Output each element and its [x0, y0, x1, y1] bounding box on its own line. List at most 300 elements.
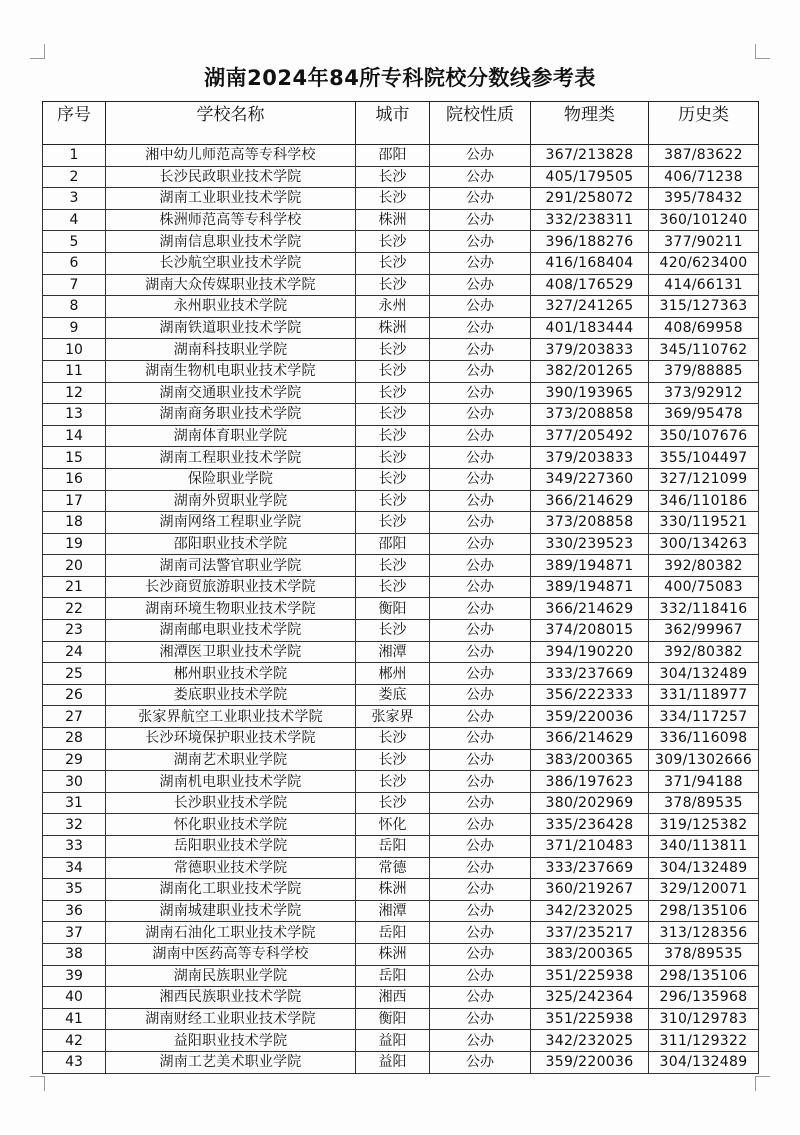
cell-school-type: 公办	[430, 857, 531, 879]
table-row	[43, 339, 759, 361]
cell-history-score: 362/99967	[649, 620, 759, 642]
cell-history-score: 304/132489	[649, 857, 759, 879]
cell-school-name: 长沙环境保护职业技术学院	[106, 728, 356, 750]
cell-school-name: 湖南生物机电职业技术学院	[106, 360, 356, 382]
cell-number: 30	[43, 771, 106, 793]
cell-school-type: 公办	[430, 274, 531, 296]
header-physics-label: 物理类	[564, 105, 615, 125]
page-title: 湖南2024年84所专科院校分数线参考表	[204, 66, 596, 90]
cell-city: 株洲	[356, 943, 430, 965]
cell-physics-score: 371/210483	[531, 836, 649, 858]
cell-physics-score: 408/176529	[531, 274, 649, 296]
cell-school-type: 公办	[430, 447, 531, 469]
table-row	[43, 252, 759, 274]
cell-school-name: 湖南艺术职业学院	[106, 749, 356, 771]
cell-city: 岳阳	[356, 836, 430, 858]
cell-number: 18	[43, 512, 106, 534]
cell-number: 29	[43, 749, 106, 771]
cell-school-name: 邵阳职业技术学院	[106, 533, 356, 555]
cell-number: 25	[43, 663, 106, 685]
cell-number: 35	[43, 879, 106, 901]
cell-number: 11	[43, 360, 106, 382]
cell-school-name: 湖南石油化工职业技术学院	[106, 922, 356, 944]
table-row	[43, 771, 759, 793]
cell-number: 5	[43, 231, 106, 253]
cell-history-score: 369/95478	[649, 404, 759, 426]
cell-number: 28	[43, 728, 106, 750]
cell-school-name: 湖南化工职业技术学院	[106, 879, 356, 901]
table-row	[43, 317, 759, 339]
cell-number: 34	[43, 857, 106, 879]
table-row	[43, 404, 759, 426]
cell-city: 长沙	[356, 555, 430, 577]
cell-school-name: 湖南商务职业技术学院	[106, 404, 356, 426]
cell-school-type: 公办	[430, 620, 531, 642]
cell-school-name: 湖南网络工程职业学院	[106, 512, 356, 534]
cell-physics-score: 379/203833	[531, 339, 649, 361]
table-row	[43, 512, 759, 534]
cell-history-score: 392/80382	[649, 641, 759, 663]
cell-city: 长沙	[356, 468, 430, 490]
cell-history-score: 300/134263	[649, 533, 759, 555]
cell-school-type: 公办	[430, 598, 531, 620]
cell-history-score: 304/132489	[649, 663, 759, 685]
table-row	[43, 425, 759, 447]
table-row	[43, 663, 759, 685]
cell-history-score: 319/125382	[649, 814, 759, 836]
cell-history-score: 387/83622	[649, 145, 759, 167]
cell-physics-score: 360/219267	[531, 879, 649, 901]
cell-history-score: 298/135106	[649, 900, 759, 922]
cell-physics-score: 382/201265	[531, 360, 649, 382]
table-row	[43, 749, 759, 771]
cell-school-type: 公办	[430, 468, 531, 490]
cell-school-type: 公办	[430, 339, 531, 361]
table-row	[43, 382, 759, 404]
cell-school-type: 公办	[430, 425, 531, 447]
cell-school-type: 公办	[430, 987, 531, 1009]
header-number-label: 序号	[57, 105, 91, 125]
table-body	[43, 145, 759, 1074]
cell-physics-score: 366/214629	[531, 598, 649, 620]
cell-history-score: 378/89535	[649, 943, 759, 965]
cell-number: 6	[43, 252, 106, 274]
cell-physics-score: 366/214629	[531, 490, 649, 512]
cell-history-score: 304/132489	[649, 1051, 759, 1073]
cell-number: 39	[43, 965, 106, 987]
cell-school-name: 湖南环境生物职业技术学院	[106, 598, 356, 620]
cell-number: 17	[43, 490, 106, 512]
header-school-name	[106, 102, 356, 145]
cell-history-score: 408/69958	[649, 317, 759, 339]
cell-physics-score: 359/220036	[531, 706, 649, 728]
cell-city: 益阳	[356, 1051, 430, 1073]
cell-physics-score: 394/190220	[531, 641, 649, 663]
cell-history-score: 296/135968	[649, 987, 759, 1009]
cell-physics-score: 351/225938	[531, 965, 649, 987]
cell-city: 娄底	[356, 684, 430, 706]
cell-history-score: 327/121099	[649, 468, 759, 490]
cell-physics-score: 335/236428	[531, 814, 649, 836]
cell-history-score: 414/66131	[649, 274, 759, 296]
cell-school-name: 常德职业技术学院	[106, 857, 356, 879]
header-history-label: 历史类	[678, 105, 729, 125]
cell-number: 12	[43, 382, 106, 404]
cell-physics-score: 416/168404	[531, 252, 649, 274]
cell-city: 长沙	[356, 447, 430, 469]
cell-physics-score: 379/203833	[531, 447, 649, 469]
table-row	[43, 360, 759, 382]
cell-history-score: 330/119521	[649, 512, 759, 534]
table-row	[43, 943, 759, 965]
cell-city: 长沙	[356, 339, 430, 361]
header-school-name-label: 学校名称	[196, 105, 265, 125]
cell-school-name: 湖南工程职业技术学院	[106, 447, 356, 469]
cell-school-name: 湘中幼儿师范高等专科学校	[106, 145, 356, 167]
cell-history-score: 371/94188	[649, 771, 759, 793]
cell-school-name: 湖南外贸职业学院	[106, 490, 356, 512]
cell-city: 永州	[356, 296, 430, 318]
table-row	[43, 576, 759, 598]
cell-physics-score: 367/213828	[531, 145, 649, 167]
cell-physics-score: 386/197623	[531, 771, 649, 793]
cell-physics-score: 349/227360	[531, 468, 649, 490]
cell-physics-score: 330/239523	[531, 533, 649, 555]
cell-city: 长沙	[356, 792, 430, 814]
cell-school-type: 公办	[430, 188, 531, 210]
header-history	[649, 102, 759, 145]
table-row	[43, 965, 759, 987]
table-row	[43, 209, 759, 231]
cell-school-type: 公办	[430, 684, 531, 706]
cell-school-type: 公办	[430, 576, 531, 598]
cell-school-type: 公办	[430, 317, 531, 339]
cell-school-type: 公办	[430, 641, 531, 663]
header-number	[43, 102, 106, 145]
cell-school-name: 湖南工业职业技术学院	[106, 188, 356, 210]
cell-school-name: 株洲师范高等专科学校	[106, 209, 356, 231]
table-header-row	[43, 102, 759, 145]
cell-city: 株洲	[356, 209, 430, 231]
cell-physics-score: 359/220036	[531, 1051, 649, 1073]
cell-school-type: 公办	[430, 663, 531, 685]
table-row	[43, 231, 759, 253]
cell-school-name: 湘西民族职业技术学院	[106, 987, 356, 1009]
table-row	[43, 1051, 759, 1073]
cell-history-score: 373/92912	[649, 382, 759, 404]
cell-city: 长沙	[356, 404, 430, 426]
cell-school-name: 湖南中医药高等专科学校	[106, 943, 356, 965]
cell-physics-score: 327/241265	[531, 296, 649, 318]
cell-school-type: 公办	[430, 166, 531, 188]
cell-number: 40	[43, 987, 106, 1009]
cell-history-score: 378/89535	[649, 792, 759, 814]
cell-physics-score: 366/214629	[531, 728, 649, 750]
cell-city: 长沙	[356, 771, 430, 793]
table-row	[43, 922, 759, 944]
cell-school-type: 公办	[430, 555, 531, 577]
cell-physics-score: 383/200365	[531, 749, 649, 771]
header-city-label: 城市	[375, 105, 410, 125]
cell-number: 33	[43, 836, 106, 858]
cell-city: 怀化	[356, 814, 430, 836]
cell-school-name: 长沙商贸旅游职业技术学院	[106, 576, 356, 598]
cell-school-type: 公办	[430, 296, 531, 318]
cell-school-type: 公办	[430, 360, 531, 382]
cell-school-type: 公办	[430, 404, 531, 426]
cell-school-name: 湖南科技职业学院	[106, 339, 356, 361]
cell-physics-score: 351/225938	[531, 1008, 649, 1030]
cell-number: 41	[43, 1008, 106, 1030]
cell-history-score: 340/113811	[649, 836, 759, 858]
cell-physics-score: 342/232025	[531, 900, 649, 922]
cell-number: 13	[43, 404, 106, 426]
cell-number: 4	[43, 209, 106, 231]
cell-history-score: 309/1302666	[649, 749, 759, 771]
cell-school-name: 永州职业技术学院	[106, 296, 356, 318]
cell-physics-score: 383/200365	[531, 943, 649, 965]
cell-school-name: 岳阳职业技术学院	[106, 836, 356, 858]
cell-school-name: 长沙民政职业技术学院	[106, 166, 356, 188]
cell-history-score: 313/128356	[649, 922, 759, 944]
cell-physics-score: 373/208858	[531, 512, 649, 534]
cell-school-name: 怀化职业技术学院	[106, 814, 356, 836]
cell-school-name: 湖南民族职业学院	[106, 965, 356, 987]
cell-number: 42	[43, 1030, 106, 1052]
cell-physics-score: 337/235217	[531, 922, 649, 944]
table-row	[43, 792, 759, 814]
cell-school-name: 湖南城建职业技术学院	[106, 900, 356, 922]
cell-city: 湘西	[356, 987, 430, 1009]
cell-school-type: 公办	[430, 252, 531, 274]
cell-history-score: 346/110186	[649, 490, 759, 512]
cell-school-type: 公办	[430, 382, 531, 404]
cell-city: 长沙	[356, 490, 430, 512]
cell-school-name: 娄底职业技术学院	[106, 684, 356, 706]
cell-number: 38	[43, 943, 106, 965]
table-row	[43, 490, 759, 512]
cell-city: 长沙	[356, 425, 430, 447]
cell-city: 长沙	[356, 360, 430, 382]
cell-number: 22	[43, 598, 106, 620]
cell-number: 16	[43, 468, 106, 490]
header-city	[356, 102, 430, 145]
cell-physics-score: 377/205492	[531, 425, 649, 447]
cell-physics-score: 332/238311	[531, 209, 649, 231]
cell-history-score: 315/127363	[649, 296, 759, 318]
table-row	[43, 987, 759, 1009]
cell-number: 20	[43, 555, 106, 577]
table-row	[43, 836, 759, 858]
cell-history-score: 355/104497	[649, 447, 759, 469]
cell-city: 岳阳	[356, 922, 430, 944]
cell-physics-score: 380/202969	[531, 792, 649, 814]
table-row	[43, 145, 759, 167]
cell-city: 株洲	[356, 317, 430, 339]
cell-physics-score: 325/242364	[531, 987, 649, 1009]
cell-school-name: 湖南信息职业技术学院	[106, 231, 356, 253]
cell-city: 张家界	[356, 706, 430, 728]
cell-school-type: 公办	[430, 728, 531, 750]
page-corner-mark	[30, 1076, 45, 1091]
cell-school-name: 长沙航空职业技术学院	[106, 252, 356, 274]
cell-school-type: 公办	[430, 749, 531, 771]
cell-physics-score: 389/194871	[531, 555, 649, 577]
table-row	[43, 188, 759, 210]
cell-school-type: 公办	[430, 879, 531, 901]
cell-number: 7	[43, 274, 106, 296]
cell-physics-score: 389/194871	[531, 576, 649, 598]
cell-history-score: 379/88885	[649, 360, 759, 382]
cell-school-type: 公办	[430, 943, 531, 965]
table-row	[43, 468, 759, 490]
cell-number: 32	[43, 814, 106, 836]
cell-number: 8	[43, 296, 106, 318]
cell-history-score: 345/110762	[649, 339, 759, 361]
cell-history-score: 298/135106	[649, 965, 759, 987]
cell-city: 长沙	[356, 620, 430, 642]
cell-city: 岳阳	[356, 965, 430, 987]
cell-history-score: 329/120071	[649, 879, 759, 901]
cell-city: 邵阳	[356, 533, 430, 555]
cell-history-score: 395/78432	[649, 188, 759, 210]
cell-city: 长沙	[356, 576, 430, 598]
cell-city: 长沙	[356, 166, 430, 188]
cell-school-name: 湘潭医卫职业技术学院	[106, 641, 356, 663]
table-row	[43, 620, 759, 642]
cell-school-name: 湖南交通职业技术学院	[106, 382, 356, 404]
cell-physics-score: 342/232025	[531, 1030, 649, 1052]
cell-number: 14	[43, 425, 106, 447]
cell-physics-score: 390/193965	[531, 382, 649, 404]
table-row	[43, 684, 759, 706]
table-row	[43, 814, 759, 836]
cell-history-score: 331/118977	[649, 684, 759, 706]
cell-city: 长沙	[356, 188, 430, 210]
cell-number: 24	[43, 641, 106, 663]
header-physics	[531, 102, 649, 145]
cell-school-type: 公办	[430, 792, 531, 814]
cell-school-name: 湖南大众传媒职业技术学院	[106, 274, 356, 296]
table-row	[43, 706, 759, 728]
cell-number: 19	[43, 533, 106, 555]
cell-city: 长沙	[356, 382, 430, 404]
table-row	[43, 533, 759, 555]
cell-number: 9	[43, 317, 106, 339]
cell-city: 株洲	[356, 879, 430, 901]
cell-history-score: 310/129783	[649, 1008, 759, 1030]
cell-physics-score: 333/237669	[531, 857, 649, 879]
table-row	[43, 274, 759, 296]
cell-city: 衡阳	[356, 598, 430, 620]
cell-history-score: 350/107676	[649, 425, 759, 447]
header-school-type	[430, 102, 531, 145]
cell-school-name: 张家界航空工业职业技术学院	[106, 706, 356, 728]
cell-school-type: 公办	[430, 533, 531, 555]
cell-school-type: 公办	[430, 209, 531, 231]
cell-city: 长沙	[356, 274, 430, 296]
cell-history-score: 392/80382	[649, 555, 759, 577]
cell-city: 长沙	[356, 512, 430, 534]
cell-physics-score: 405/179505	[531, 166, 649, 188]
cell-physics-score: 291/258072	[531, 188, 649, 210]
cell-school-type: 公办	[430, 490, 531, 512]
table-row	[43, 1030, 759, 1052]
cell-city: 长沙	[356, 252, 430, 274]
cell-school-type: 公办	[430, 1008, 531, 1030]
cell-school-type: 公办	[430, 836, 531, 858]
cell-history-score: 400/75083	[649, 576, 759, 598]
cell-city: 郴州	[356, 663, 430, 685]
cell-history-score: 334/117257	[649, 706, 759, 728]
cell-history-score: 406/71238	[649, 166, 759, 188]
table-row	[43, 641, 759, 663]
cell-history-score: 332/118416	[649, 598, 759, 620]
cell-school-name: 湖南铁道职业技术学院	[106, 317, 356, 339]
score-table	[42, 101, 759, 1074]
table-row	[43, 1008, 759, 1030]
cell-school-type: 公办	[430, 900, 531, 922]
cell-number: 26	[43, 684, 106, 706]
table-row	[43, 447, 759, 469]
page-corner-mark	[755, 44, 770, 59]
cell-number: 2	[43, 166, 106, 188]
cell-physics-score: 374/208015	[531, 620, 649, 642]
cell-school-name: 益阳职业技术学院	[106, 1030, 356, 1052]
cell-city: 衡阳	[356, 1008, 430, 1030]
cell-physics-score: 356/222333	[531, 684, 649, 706]
cell-number: 1	[43, 145, 106, 167]
cell-city: 常德	[356, 857, 430, 879]
table-row	[43, 598, 759, 620]
cell-school-name: 郴州职业技术学院	[106, 663, 356, 685]
cell-number: 15	[43, 447, 106, 469]
cell-school-type: 公办	[430, 145, 531, 167]
cell-school-type: 公办	[430, 1051, 531, 1073]
cell-school-type: 公办	[430, 965, 531, 987]
cell-number: 27	[43, 706, 106, 728]
page-corner-mark	[30, 44, 45, 59]
cell-number: 23	[43, 620, 106, 642]
cell-physics-score: 333/237669	[531, 663, 649, 685]
cell-history-score: 360/101240	[649, 209, 759, 231]
cell-school-name: 湖南机电职业技术学院	[106, 771, 356, 793]
cell-number: 3	[43, 188, 106, 210]
cell-school-name: 湖南工艺美术职业学院	[106, 1051, 356, 1073]
cell-city: 湘潭	[356, 900, 430, 922]
table-row	[43, 900, 759, 922]
cell-history-score: 311/129322	[649, 1030, 759, 1052]
table-row	[43, 166, 759, 188]
cell-number: 36	[43, 900, 106, 922]
cell-city: 长沙	[356, 728, 430, 750]
cell-school-type: 公办	[430, 814, 531, 836]
cell-number: 10	[43, 339, 106, 361]
cell-school-name: 湖南体育职业学院	[106, 425, 356, 447]
cell-number: 37	[43, 922, 106, 944]
cell-history-score: 377/90211	[649, 231, 759, 253]
header-school-type-label: 院校性质	[446, 105, 514, 125]
cell-history-score: 336/116098	[649, 728, 759, 750]
cell-number: 31	[43, 792, 106, 814]
cell-school-name: 湖南司法警官职业学院	[106, 555, 356, 577]
cell-physics-score: 401/183444	[531, 317, 649, 339]
cell-history-score: 420/623400	[649, 252, 759, 274]
table-row	[43, 555, 759, 577]
cell-school-type: 公办	[430, 512, 531, 534]
cell-school-type: 公办	[430, 231, 531, 253]
cell-school-type: 公办	[430, 771, 531, 793]
